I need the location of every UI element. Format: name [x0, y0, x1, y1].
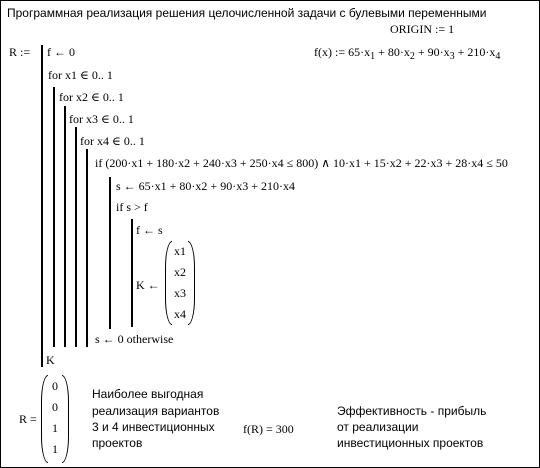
result-vector-item: 0: [52, 400, 58, 414]
worksheet-title: Программная реализация решения целочисленной задачи с булевыми переменными: [7, 6, 487, 20]
origin-definition[interactable]: ORIGIN := 1: [390, 22, 455, 36]
program-bar-level-1: [41, 45, 43, 367]
k-vector-item: x2: [174, 265, 186, 279]
objective-function-definition[interactable]: [314, 45, 501, 62]
f-of-r-evaluation[interactable]: f(R) = 300: [243, 422, 294, 436]
comment-efficiency-line[interactable]: инвестиционных проектов: [337, 436, 484, 450]
program-bar-level-6: [109, 177, 111, 329]
result-vector-item: 1: [52, 442, 58, 456]
result-vector-item: 0: [52, 379, 58, 393]
line-for-x4[interactable]: for x4 ∈ 0.. 1: [80, 134, 145, 148]
f-sub-4: 4: [495, 51, 501, 62]
line-f-assign[interactable]: f ← s: [136, 223, 163, 237]
comment-efficiency-line[interactable]: от реализации: [337, 420, 419, 434]
line-for-x2[interactable]: for x2 ∈ 0.. 1: [59, 90, 124, 104]
program-bar-level-4: [75, 127, 77, 347]
f-sub-3: 3: [449, 51, 455, 62]
f-sub-1: 1: [370, 51, 376, 62]
program-bar-level-3: [64, 106, 66, 347]
comment-best-variant-line[interactable]: Наиболее выгодная: [92, 387, 204, 401]
f-term-3: + 90·x: [414, 45, 450, 59]
comment-best-variant-line[interactable]: проектов: [92, 436, 143, 450]
line-for-x1[interactable]: for x1 ∈ 0.. 1: [48, 68, 113, 82]
result-vector-item: 1: [52, 421, 58, 435]
line-for-x3[interactable]: for x3 ∈ 0.. 1: [69, 112, 134, 126]
program-bar-level-5: [86, 149, 88, 347]
line-k-assign[interactable]: K ←: [136, 278, 160, 292]
result-lhs[interactable]: R =: [19, 412, 37, 426]
program-bar-level-2: [53, 87, 55, 347]
f-term-1: 65·x: [348, 45, 371, 59]
k-vector-item: x1: [174, 244, 186, 258]
line-init[interactable]: f ← 0: [47, 45, 75, 59]
f-term-4: + 210·x: [454, 45, 496, 59]
line-result-k[interactable]: K: [46, 353, 55, 367]
f-term-2: + 80·x: [375, 45, 410, 59]
k-vector-item: x3: [174, 286, 186, 300]
program-bar-level-7: [131, 219, 133, 327]
comment-efficiency-line[interactable]: Эффективность - прибыль: [337, 404, 487, 418]
result-vector: [45, 376, 65, 460]
f-sub-2: 2: [409, 51, 415, 62]
f-def-lhs: f(x) :=: [314, 45, 349, 59]
comment-best-variant-line[interactable]: реализация вариантов: [92, 404, 220, 418]
line-otherwise[interactable]: s ← 0 otherwise: [95, 332, 174, 346]
k-vector-item: x4: [174, 307, 186, 321]
program-name: R :=: [9, 45, 31, 59]
line-if-constraints[interactable]: if (200·x1 + 180·x2 + 240·x3 + 250·x4 ≤ 800) ∧ 10·x1 + 15·x2 + 22·x3 + 28·x4 ≤ 50: [95, 156, 508, 170]
k-vector: [169, 241, 191, 325]
comment-best-variant-line[interactable]: 3 и 4 инвестиционных: [92, 420, 215, 434]
line-if-s-gt-f[interactable]: if s > f: [116, 200, 148, 214]
line-s-assign[interactable]: s ← 65·x1 + 80·x2 + 90·x3 + 210·x4: [116, 179, 295, 193]
